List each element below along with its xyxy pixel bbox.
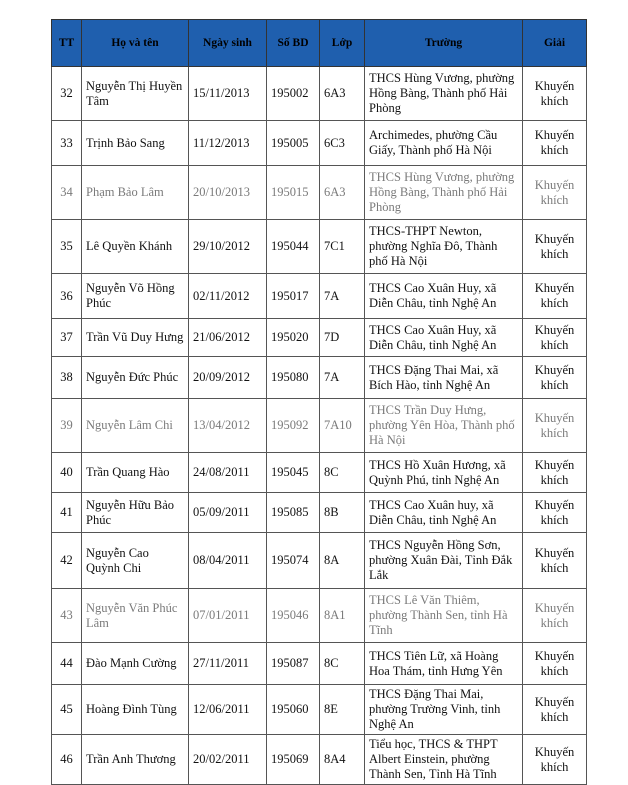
cell-class: 8C	[320, 453, 365, 493]
cell-name: Phạm Bảo Lâm	[82, 166, 189, 220]
cell-tt: 42	[52, 533, 82, 589]
cell-dob: 08/04/2011	[189, 533, 267, 589]
table-row	[52, 685, 587, 735]
cell-dob: 07/01/2011	[189, 589, 267, 643]
cell-school: THCS Tiên Lữ, xã Hoàng Hoa Thám, tỉnh Hưng Yên	[365, 643, 523, 685]
header-dob: Ngày sinh	[189, 20, 267, 67]
cell-sbd: 195080	[267, 357, 320, 399]
cell-school: THCS Trần Duy Hưng, phường Yên Hòa, Thành phố Hà Nội	[365, 399, 523, 453]
cell-class: 7D	[320, 319, 365, 357]
cell-school: THCS Đặng Thai Mai, xã Bích Hào, tỉnh Nghệ An	[365, 357, 523, 399]
cell-name: Hoàng Đình Tùng	[82, 685, 189, 735]
table-row	[52, 399, 587, 453]
header-class: Lớp	[320, 20, 365, 67]
cell-name: Trần Anh Thương	[82, 735, 189, 785]
cell-tt: 41	[52, 493, 82, 533]
cell-award: Khuyến khích	[523, 399, 587, 453]
header-award: Giải	[523, 20, 587, 67]
cell-name: Trần Quang Hào	[82, 453, 189, 493]
cell-class: 8C	[320, 643, 365, 685]
cell-dob: 05/09/2011	[189, 493, 267, 533]
cell-dob: 20/10/2013	[189, 166, 267, 220]
cell-class: 7A	[320, 274, 365, 319]
cell-dob: 24/08/2011	[189, 453, 267, 493]
cell-name: Nguyễn Thị Huyền Tâm	[82, 67, 189, 121]
cell-school: THCS Hùng Vương, phường Hồng Bàng, Thành phố Hải Phòng	[365, 166, 523, 220]
cell-tt: 38	[52, 357, 82, 399]
cell-sbd: 195045	[267, 453, 320, 493]
header-tt: TT	[52, 20, 82, 67]
header-row	[52, 20, 587, 67]
cell-school: THCS Hùng Vương, phường Hồng Bàng, Thành phố Hải Phòng	[365, 67, 523, 121]
cell-sbd: 195074	[267, 533, 320, 589]
cell-tt: 44	[52, 643, 82, 685]
cell-tt: 32	[52, 67, 82, 121]
cell-class: 8E	[320, 685, 365, 735]
cell-award: Khuyến khích	[523, 493, 587, 533]
table-row	[52, 121, 587, 166]
cell-school: THCS Cao Xuân Huy, xã Diễn Châu, tỉnh Nghệ An	[365, 274, 523, 319]
table-row	[52, 533, 587, 589]
cell-school: THCS Lê Văn Thiêm, phường Thành Sen, tỉnh Hà Tĩnh	[365, 589, 523, 643]
cell-school: THCS Cao Xuân huy, xã Diễn Châu, tỉnh Nghệ An	[365, 493, 523, 533]
cell-award: Khuyến khích	[523, 357, 587, 399]
cell-tt: 43	[52, 589, 82, 643]
cell-sbd: 195002	[267, 67, 320, 121]
cell-tt: 46	[52, 735, 82, 785]
cell-award: Khuyến khích	[523, 121, 587, 166]
table-row	[52, 589, 587, 643]
cell-school: THCS Nguyễn Hồng Sơn, phường Xuân Đài, Tỉnh Đắk Lắk	[365, 533, 523, 589]
cell-name: Nguyễn Võ Hồng Phúc	[82, 274, 189, 319]
cell-tt: 40	[52, 453, 82, 493]
cell-award: Khuyến khích	[523, 319, 587, 357]
cell-dob: 02/11/2012	[189, 274, 267, 319]
cell-name: Nguyễn Lâm Chi	[82, 399, 189, 453]
cell-sbd: 195015	[267, 166, 320, 220]
cell-school: THCS Hồ Xuân Hương, xã Quỳnh Phú, tỉnh Nghệ An	[365, 453, 523, 493]
header-sbd: Số BD	[267, 20, 320, 67]
cell-dob: 29/10/2012	[189, 220, 267, 274]
cell-class: 7A10	[320, 399, 365, 453]
cell-award: Khuyến khích	[523, 67, 587, 121]
cell-award: Khuyến khích	[523, 166, 587, 220]
cell-class: 8B	[320, 493, 365, 533]
cell-dob: 21/06/2012	[189, 319, 267, 357]
table-row	[52, 493, 587, 533]
cell-sbd: 195017	[267, 274, 320, 319]
cell-dob: 13/04/2012	[189, 399, 267, 453]
cell-sbd: 195044	[267, 220, 320, 274]
cell-class: 7A	[320, 357, 365, 399]
cell-dob: 12/06/2011	[189, 685, 267, 735]
cell-school: THCS Đặng Thai Mai, phường Trường Vinh, tỉnh Nghệ An	[365, 685, 523, 735]
header-name: Họ và tên	[82, 20, 189, 67]
cell-tt: 35	[52, 220, 82, 274]
cell-class: 6A3	[320, 166, 365, 220]
cell-tt: 33	[52, 121, 82, 166]
cell-class: 6A3	[320, 67, 365, 121]
results-table	[51, 19, 587, 785]
cell-tt: 36	[52, 274, 82, 319]
cell-school: Tiểu học, THCS & THPT Albert Einstein, phường Thành Sen, Tỉnh Hà Tĩnh	[365, 735, 523, 785]
cell-name: Trịnh Bảo Sang	[82, 121, 189, 166]
cell-dob: 11/12/2013	[189, 121, 267, 166]
cell-sbd: 195005	[267, 121, 320, 166]
cell-dob: 15/11/2013	[189, 67, 267, 121]
table-row	[52, 166, 587, 220]
cell-class: 8A	[320, 533, 365, 589]
cell-sbd: 195085	[267, 493, 320, 533]
table-row	[52, 357, 587, 399]
table-row	[52, 319, 587, 357]
cell-award: Khuyến khích	[523, 533, 587, 589]
table-row	[52, 735, 587, 785]
cell-tt: 37	[52, 319, 82, 357]
cell-award: Khuyến khích	[523, 643, 587, 685]
table-row	[52, 643, 587, 685]
cell-class: 8A1	[320, 589, 365, 643]
cell-name: Nguyễn Cao Quỳnh Chi	[82, 533, 189, 589]
cell-award: Khuyến khích	[523, 453, 587, 493]
cell-dob: 20/09/2012	[189, 357, 267, 399]
table-row	[52, 274, 587, 319]
cell-award: Khuyến khích	[523, 685, 587, 735]
cell-tt: 34	[52, 166, 82, 220]
table-row	[52, 67, 587, 121]
cell-dob: 20/02/2011	[189, 735, 267, 785]
cell-school: THCS Cao Xuân Huy, xã Diễn Châu, tỉnh Nghệ An	[365, 319, 523, 357]
cell-class: 8A4	[320, 735, 365, 785]
cell-name: Trần Vũ Duy Hưng	[82, 319, 189, 357]
cell-award: Khuyến khích	[523, 220, 587, 274]
cell-sbd: 195087	[267, 643, 320, 685]
cell-school: Archimedes, phường Cầu Giấy, Thành phố Hà Nội	[365, 121, 523, 166]
cell-sbd: 195060	[267, 685, 320, 735]
cell-sbd: 195020	[267, 319, 320, 357]
cell-school: THCS-THPT Newton, phường Nghĩa Đô, Thành phố Hà Nội	[365, 220, 523, 274]
table-row	[52, 220, 587, 274]
cell-sbd: 195046	[267, 589, 320, 643]
table-row	[52, 453, 587, 493]
cell-tt: 39	[52, 399, 82, 453]
cell-class: 6C3	[320, 121, 365, 166]
cell-tt: 45	[52, 685, 82, 735]
cell-name: Nguyễn Văn Phúc Lâm	[82, 589, 189, 643]
header-school: Trường	[365, 20, 523, 67]
cell-award: Khuyến khích	[523, 735, 587, 785]
cell-name: Nguyễn Đức Phúc	[82, 357, 189, 399]
cell-name: Nguyễn Hữu Bảo Phúc	[82, 493, 189, 533]
cell-sbd: 195092	[267, 399, 320, 453]
cell-class: 7C1	[320, 220, 365, 274]
cell-name: Lê Quyền Khánh	[82, 220, 189, 274]
cell-dob: 27/11/2011	[189, 643, 267, 685]
cell-name: Đào Mạnh Cường	[82, 643, 189, 685]
cell-sbd: 195069	[267, 735, 320, 785]
cell-award: Khuyến khích	[523, 589, 587, 643]
cell-award: Khuyến khích	[523, 274, 587, 319]
